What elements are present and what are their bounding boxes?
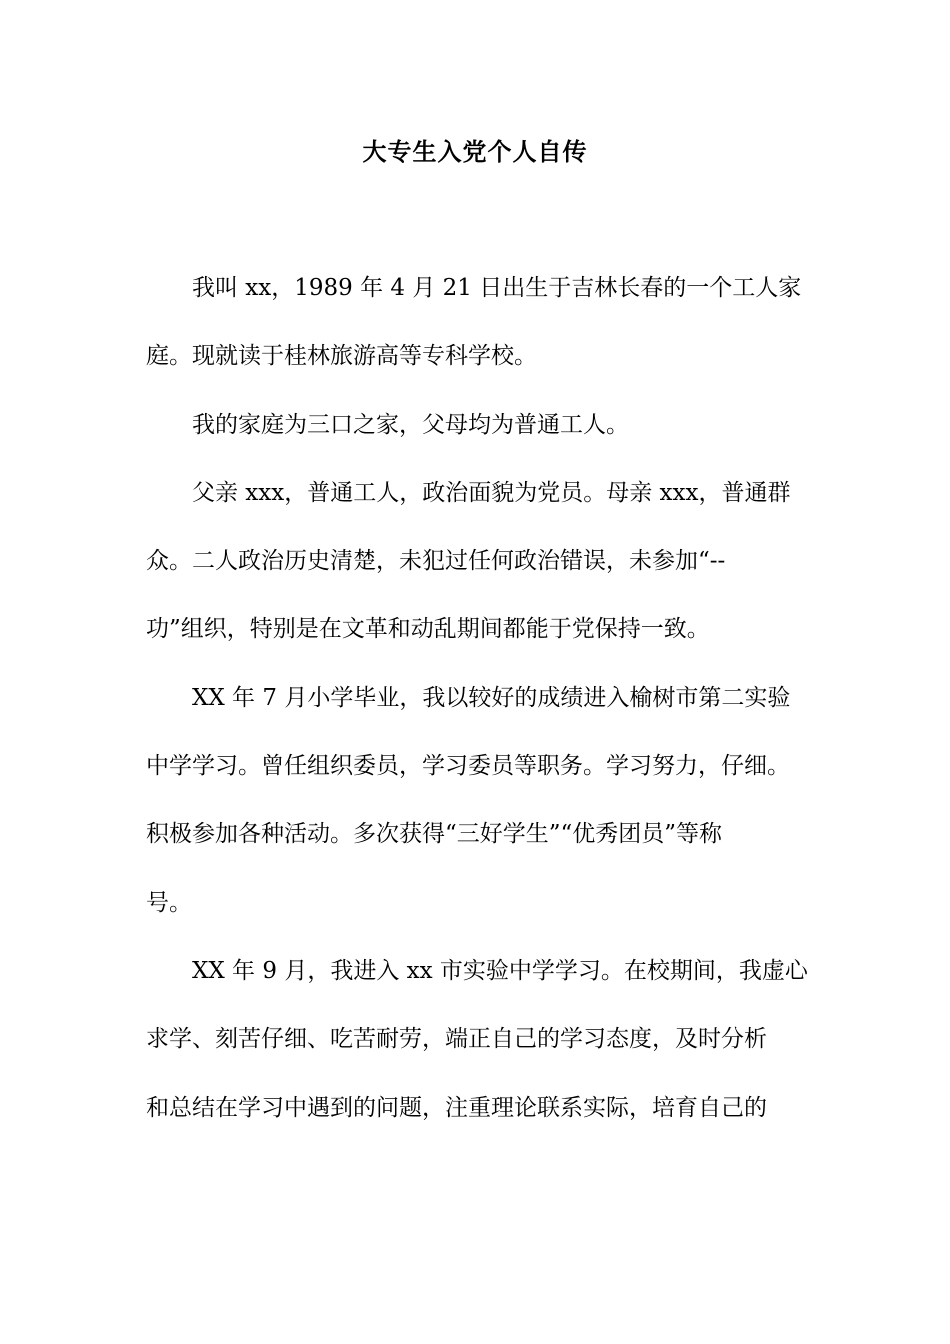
paragraph-5 [146,937,806,1142]
paragraph-2 [146,391,806,459]
paragraph-line: 众。二人政治历史清楚，未犯过任何政治错误，未参加“-- [146,548,726,575]
document-title: 大专生入党个人自传 [362,137,588,166]
paragraph-line: 号。 [146,889,192,916]
paragraph-4 [146,664,806,937]
document-body [146,254,806,1142]
paragraph-line: 和总结在学习中遇到的问题，注重理论联系实际，培育自己的 [146,1094,767,1121]
paragraph-line: 中学学习。曾任组织委员，学习委员等职务。学习努力，仔细。 [146,753,790,780]
paragraph-line: 我叫 xx，1989 年 4 月 21 日出生于吉林长春的一个工人家 [192,275,802,301]
paragraph-line: 积极参加各种活动。多次获得“三好学生”“优秀团员”等称 [146,821,723,848]
paragraph-line: 我的家庭为三口之家，父母均为普通工人。 [192,411,629,438]
paragraph-line: XX 年 9 月，我进入 xx 市实验中学学习。在校期间，我虚心 [192,957,808,984]
paragraph-line: XX 年 7 月小学毕业，我以较好的成绩进入榆树市第二实验 [192,684,791,711]
paragraph-1 [146,254,806,391]
paragraph-line: 父亲 xxx，普通工人，政治面貌为党员。母亲 xxx，普通群 [192,479,791,506]
paragraph-3 [146,459,806,664]
paragraph-line: 庭。现就读于桂林旅游高等专科学校。 [146,343,537,370]
paragraph-line: 求学、刻苦仔细、吃苦耐劳，端正自己的学习态度，及时分析 [146,1026,767,1053]
paragraph-line: 功”组织，特别是在文革和动乱期间都能于党保持一致。 [146,616,710,643]
